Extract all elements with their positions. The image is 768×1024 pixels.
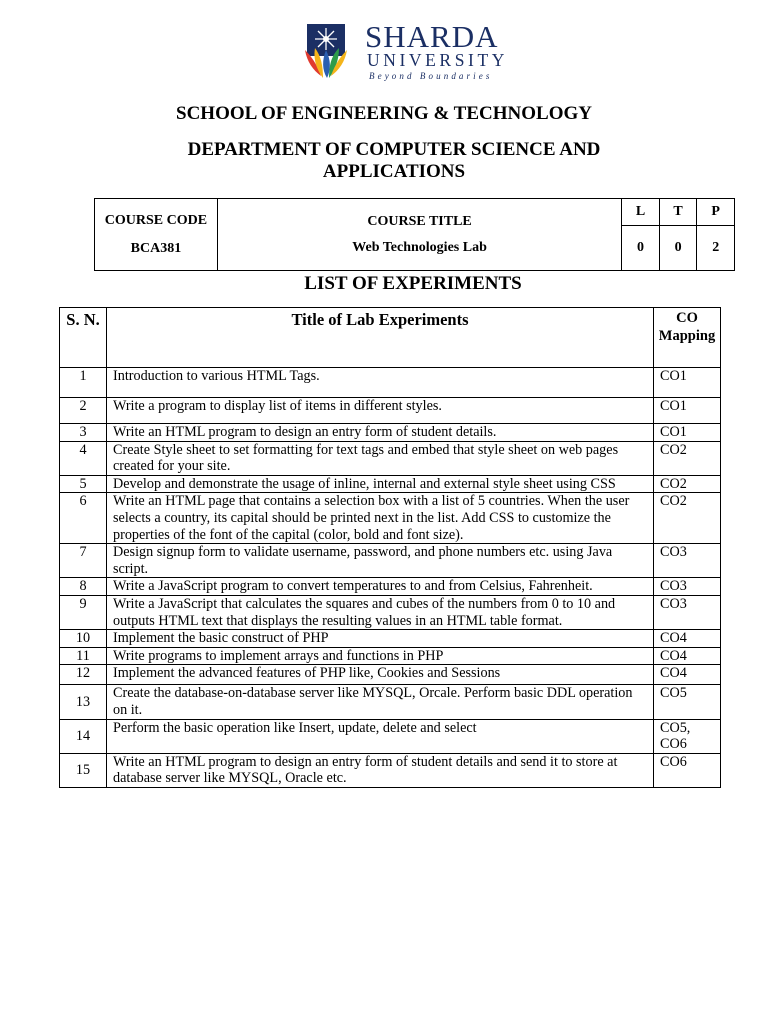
logo-name-line2: UNIVERSITY <box>367 50 508 70</box>
row-serial: 10 <box>60 630 107 648</box>
row-title: Write an HTML program to design an entry form of student details and send it to store at database server like MYSQL, Oracle etc. <box>107 753 654 787</box>
table-row <box>60 441 721 475</box>
course-code-label: COURSE CODE <box>104 212 208 228</box>
table-row <box>60 595 721 629</box>
table-row <box>60 665 721 685</box>
row-serial: 11 <box>60 647 107 665</box>
course-info-table <box>94 198 735 271</box>
row-title: Create Style sheet to set formatting for text tags and embed that style sheet on web pages created for your site. <box>107 441 654 475</box>
row-co: CO4 <box>654 647 721 665</box>
table-row <box>60 578 721 596</box>
row-title: Create the database-on-database server like MYSQL, Orcale. Perform basic DDL operation on it. <box>107 685 654 719</box>
table-row <box>60 719 721 753</box>
course-code-value: BCA381 <box>130 240 182 256</box>
row-co: CO3 <box>654 595 721 629</box>
row-serial: 2 <box>60 398 107 424</box>
row-co: CO5 <box>654 685 721 719</box>
row-title: Design signup form to validate username, password, and phone numbers etc. using Java script. <box>107 544 654 578</box>
row-title: Implement the advanced features of PHP like, Cookies and Sessions <box>107 665 654 685</box>
table-row <box>60 424 721 442</box>
row-title: Write a JavaScript that calculates the squares and cubes of the numbers from 0 to 10 and outputs HTML text that displays the resulting values in an HTML table format. <box>107 595 654 629</box>
table-row <box>60 493 721 544</box>
header-co-mapping: CO Mapping <box>654 308 721 368</box>
row-serial: 7 <box>60 544 107 578</box>
logo-name-line1: SHARDA <box>365 19 499 54</box>
row-co: CO3 <box>654 578 721 596</box>
table-row <box>60 475 721 493</box>
row-serial: 9 <box>60 595 107 629</box>
row-serial: 13 <box>60 685 107 719</box>
table-row <box>60 685 721 719</box>
practical-label: P <box>697 199 735 226</box>
row-title: Introduction to various HTML Tags. <box>107 368 654 398</box>
row-serial: 1 <box>60 368 107 398</box>
course-title-cell <box>217 199 621 271</box>
school-heading: SCHOOL OF ENGINEERING & TECHNOLOGY <box>176 103 592 124</box>
row-title: Write programs to implement arrays and functions in PHP <box>107 647 654 665</box>
row-serial: 14 <box>60 719 107 753</box>
row-serial: 3 <box>60 424 107 442</box>
table-row <box>60 398 721 424</box>
row-serial: 12 <box>60 665 107 685</box>
row-serial: 15 <box>60 753 107 787</box>
row-serial: 4 <box>60 441 107 475</box>
table-row <box>60 647 721 665</box>
row-co: CO6 <box>654 753 721 787</box>
experiments-header-row <box>60 308 721 368</box>
lecture-value: 0 <box>622 226 660 271</box>
row-co: CO1 <box>654 398 721 424</box>
list-of-experiments-heading: LIST OF EXPERIMENTS <box>304 273 522 294</box>
practical-value: 2 <box>697 226 735 271</box>
row-co: CO2 <box>654 441 721 475</box>
row-co: CO4 <box>654 665 721 685</box>
experiments-table <box>59 307 721 788</box>
row-title: Perform the basic operation like Insert, update, delete and select <box>107 719 654 753</box>
lotus-emblem-icon <box>303 20 363 80</box>
course-code-cell <box>95 199 218 271</box>
row-serial: 5 <box>60 475 107 493</box>
row-co: CO4 <box>654 630 721 648</box>
tutorial-value: 0 <box>659 226 697 271</box>
row-co: CO3 <box>654 544 721 578</box>
row-co: CO2 <box>654 493 721 544</box>
header-serial-number: S. N. <box>60 308 107 368</box>
table-row <box>60 368 721 398</box>
row-co: CO1 <box>654 424 721 442</box>
row-title: Implement the basic construct of PHP <box>107 630 654 648</box>
table-row <box>60 753 721 787</box>
sharda-university-logo <box>303 20 533 82</box>
row-serial: 6 <box>60 493 107 544</box>
row-title: Write an HTML page that contains a selection box with a list of 5 countries. When the user selects a country, its capital should be printed next in the list. Add CSS to customize the properties of the font of the capital (color, bold and font size). <box>107 493 654 544</box>
header-title: Title of Lab Experiments <box>107 308 654 368</box>
row-title: Develop and demonstrate the usage of inline, internal and external style sheet using CSS <box>107 475 654 493</box>
row-co: CO5, CO6 <box>654 719 721 753</box>
row-title: Write an HTML program to design an entry form of student details. <box>107 424 654 442</box>
tutorial-label: T <box>659 199 697 226</box>
table-row <box>60 544 721 578</box>
row-title: Write a JavaScript program to convert temperatures to and from Celsius, Fahrenheit. <box>107 578 654 596</box>
course-title-label: COURSE TITLE <box>367 213 472 229</box>
row-co: CO1 <box>654 368 721 398</box>
table-row <box>60 630 721 648</box>
row-co: CO2 <box>654 475 721 493</box>
lecture-label: L <box>622 199 660 226</box>
logo-tagline: Beyond Boundaries <box>369 71 493 81</box>
row-title: Write a program to display list of items in different styles. <box>107 398 654 424</box>
row-serial: 8 <box>60 578 107 596</box>
course-title-value: Web Technologies Lab <box>352 239 487 255</box>
department-heading: DEPARTMENT OF COMPUTER SCIENCE AND APPLICATIONS <box>187 139 601 182</box>
